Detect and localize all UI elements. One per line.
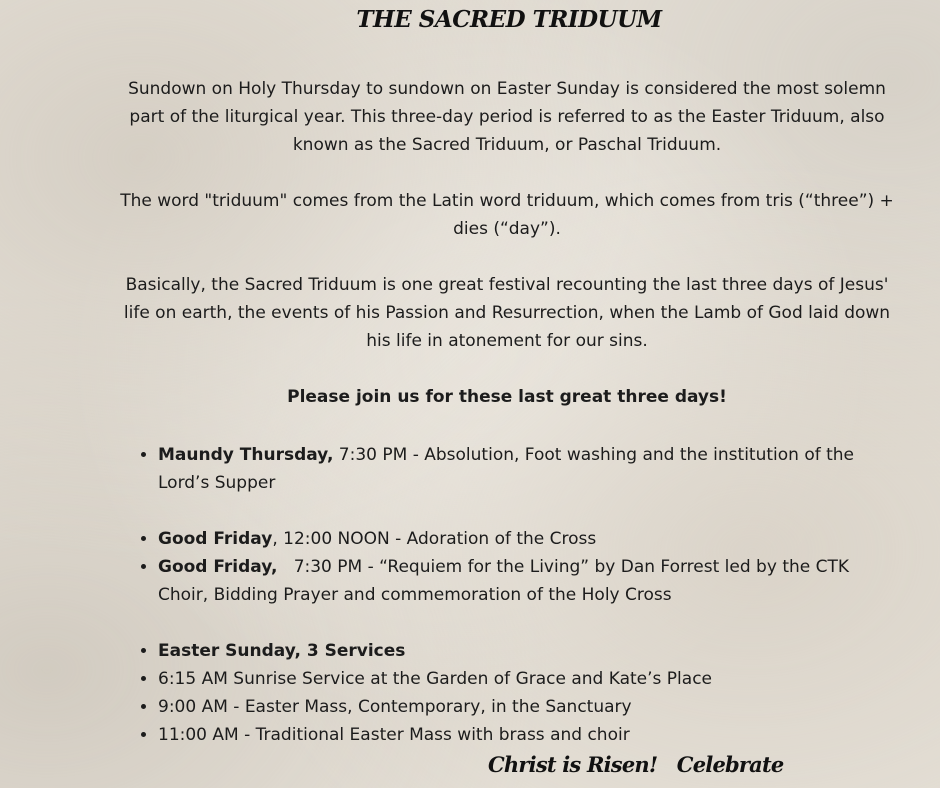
- service-detail: 7:30 PM - “Requiem for the Living” by Dan Forrest led by the CTK Choir, Bidding Prayer and commemoration of the Holy Cross: [158, 557, 855, 605]
- service-detail: , 12:00 NOON - Adoration of the Cross: [272, 529, 597, 549]
- list-item-good-friday-evening: [158, 553, 888, 609]
- list-item-mass-9am: • 9:00 AM - Easter Mass, Contemporary, in the Sanctuary: [158, 693, 888, 721]
- service-day: Maundy Thursday,: [158, 445, 334, 465]
- service-day: Easter Sunday, 3 Services: [158, 641, 406, 661]
- service-schedule-list: [130, 441, 888, 749]
- list-item-easter-sunday: [158, 637, 888, 665]
- description-paragraph: Basically, the Sacred Triduum is one great festival recounting the last three days of Jesus' life on earth, the events of his Passion and Resurrection, when the Lamb of God laid down his life in atonement for our sins.: [123, 275, 891, 351]
- list-item-mass-11am: • 11:00 AM - Traditional Easter Mass with brass and choir: [158, 721, 888, 749]
- list-item-sunrise-service: • 6:15 AM Sunrise Service at the Garden of Grace and Kate’s Place: [158, 665, 888, 693]
- list-item-good-friday-noon: [158, 525, 888, 553]
- service-day: Good Friday,: [158, 557, 278, 577]
- page-title: THE SACRED TRIDUUM: [356, 6, 662, 33]
- list-item-maundy-thursday: [158, 441, 888, 497]
- invitation-text: Please join us for these last great three days!: [287, 387, 727, 407]
- service-detail: 7:30 PM - Absolution, Foot washing and the institution of the Lord’s Supper: [158, 445, 855, 493]
- closing-text: Christ is Risen! Celebrate: [488, 752, 784, 777]
- intro-paragraph: Sundown on Holy Thursday to sundown on Easter Sunday is considered the most solemn part of the liturgical year. This three-day period is referred to as the Easter Triduum, also known as the Sacred Triduum, or Paschal Triduum.: [128, 79, 886, 155]
- service-day: Good Friday: [158, 529, 273, 549]
- etymology-paragraph: The word "triduum" comes from the Latin word triduum, which comes from tris (“three”) + dies (“day”).: [120, 191, 894, 239]
